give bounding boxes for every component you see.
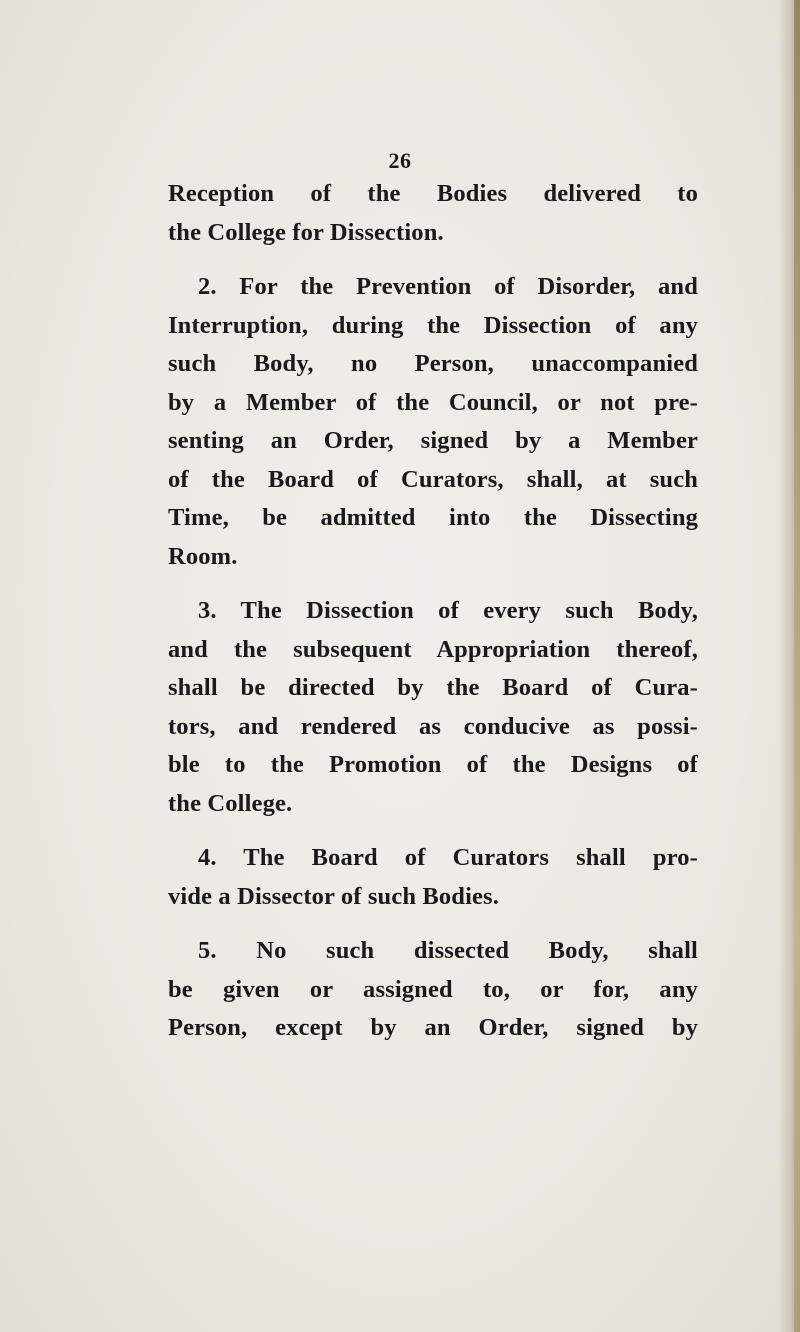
paragraph-3-line: the College. [168,789,293,817]
paragraph-2-line: by a Member of the Council, or not pre- [168,388,698,416]
paragraph-3-line: tors, and rendered as conducive as possi- [168,712,698,740]
paragraph-4-line: 4. The Board of Curators shall pro- [198,844,698,871]
heading-line: the College for Dissection. [168,218,444,246]
paragraph-5-line: 5. No such dissected Body, shall [198,937,698,964]
paragraph-2-line: Interruption, during the Dissection of any [168,311,698,339]
page-edge [794,0,800,1332]
paragraph-3-line: and the subsequent Appropriation thereof, [168,635,698,663]
heading-line: Reception of the Bodies delivered to [168,180,698,207]
paragraph-2-line: Room. [168,542,238,570]
paragraph-2-line: Time, be admitted into the Dissecting [168,504,698,531]
paragraph-3-line: ble to the Promotion of the Designs of [168,751,698,778]
paragraph-5-line: be given or assigned to, or for, any [168,975,698,1003]
paragraph-3-line: 3. The Dissection of every such Body, [198,597,698,624]
paragraph-5-line: Person, except by an Order, signed by [168,1014,698,1041]
paragraph-2-line: such Body, no Person, unaccompanied [168,350,698,377]
paragraph-2-line: senting an Order, signed by a Member [168,427,698,454]
paragraph-2-line: of the Board of Curators, shall, at such [168,465,698,493]
paragraph-2-line: 2. For the Prevention of Disorder, and [198,273,698,300]
paragraph-3-line: shall be directed by the Board of Cura- [168,674,698,701]
paragraph-4-line: vide a Dissector of such Bodies. [168,882,500,910]
page-number: 26 [388,148,412,173]
page-body [168,175,698,1048]
